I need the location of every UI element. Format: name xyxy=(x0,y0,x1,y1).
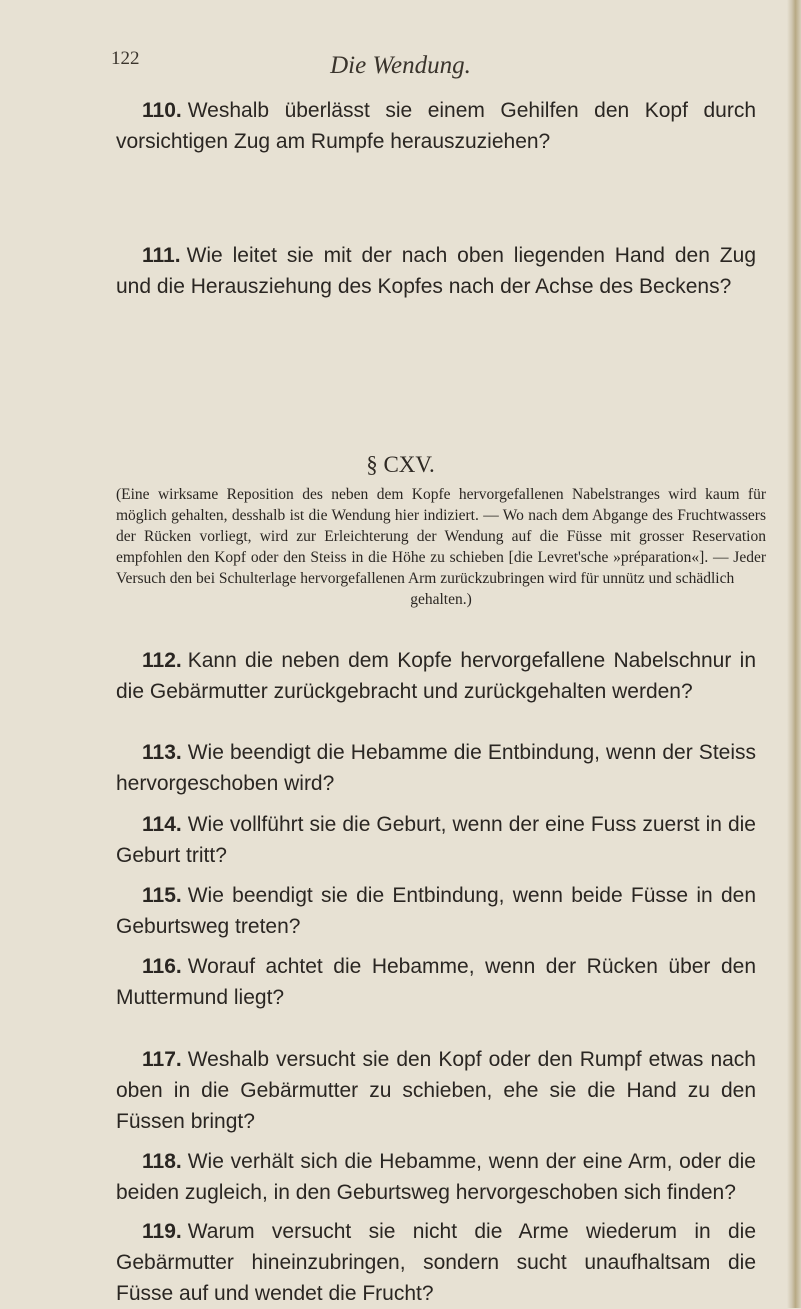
question-113 xyxy=(116,737,756,799)
question-text: Kann die neben dem Kopfe hervorgefallene Nabelschnur in die Gebärmutter zurückgebracht und zurückgehalten werden? xyxy=(116,649,756,703)
question-text: Weshalb überlässt sie einem Gehilfen den Kopf durch vorsichtigen Zug am Rumpfe herauszuziehen? xyxy=(116,99,756,153)
question-119 xyxy=(116,1216,756,1309)
question-text: Weshalb versucht sie den Kopf oder den Rumpf etwas nach oben in die Gebärmutter zu schieben, ehe sie die Hand zu den Füssen bringt? xyxy=(116,1048,756,1133)
section-note-text: (Eine wirksame Reposition des neben dem Kopfe hervorgefallenen Nabelstranges wird kaum für möglich gehalten, desshalb ist die Wendung hier indiziert. — Wo nach dem Abgange des Fruchtwassers der Rücken vorliegt, wird zur Erleichterung der Wendung auf die Füsse mit grosser Reservation empfohlen den Kopf oder den Steiss in die Höhe zu schieben [die Levret'sche »préparation«]. — Jeder Versuch den bei Schulterlage hervorgefallenen Arm zurückzubringen wird für unnütz und schädlich xyxy=(116,486,766,587)
section-heading: § CXV. xyxy=(366,452,435,477)
page-number: 122 xyxy=(111,48,140,69)
question-number: 111. xyxy=(142,244,181,267)
question-text: Wie leitet sie mit der nach oben liegenden Hand den Zug und die Herausziehung des Kopfes nach der Achse des Beckens? xyxy=(116,244,756,298)
question-number: 115. xyxy=(142,884,182,907)
question-number: 116. xyxy=(142,955,182,978)
question-number: 113. xyxy=(142,741,182,764)
question-117 xyxy=(116,1044,756,1137)
question-111 xyxy=(116,240,756,302)
question-text: Wie beendigt die Hebamme die Entbindung, wenn der Steiss hervorgeschoben wird? xyxy=(116,741,756,795)
question-118 xyxy=(116,1146,756,1208)
question-116 xyxy=(116,951,756,1013)
page-edge xyxy=(787,0,801,1308)
question-number: 112. xyxy=(142,649,182,672)
question-text: Wie beendigt sie die Entbindung, wenn beide Füsse in den Geburtsweg treten? xyxy=(116,884,756,938)
question-number: 114. xyxy=(142,813,182,836)
question-text: Warum versucht sie nicht die Arme wiederum in die Gebärmutter hineinzubringen, sondern sucht unaufhaltsam die Füsse auf und wendet die Frucht? xyxy=(116,1220,756,1305)
question-text: Wie verhält sich die Hebamme, wenn der eine Arm, oder die beiden zugleich, in den Geburtsweg hervorgeschoben sich finden? xyxy=(116,1150,756,1204)
question-number: 118. xyxy=(142,1150,182,1173)
section-note-end: gehalten.) xyxy=(410,591,472,608)
question-number: 110. xyxy=(142,99,182,122)
question-114 xyxy=(116,809,756,871)
section-note xyxy=(116,484,766,610)
question-number: 117. xyxy=(142,1048,182,1071)
question-text: Wie vollführt sie die Geburt, wenn der eine Fuss zuerst in die Geburt tritt? xyxy=(116,813,756,867)
running-title: Die Wendung. xyxy=(330,52,471,79)
question-115 xyxy=(116,880,756,942)
question-110 xyxy=(116,95,756,157)
question-number: 119. xyxy=(142,1220,182,1243)
question-text: Worauf achtet die Hebamme, wenn der Rücken über den Muttermund liegt? xyxy=(116,955,756,1009)
question-112 xyxy=(116,645,756,707)
